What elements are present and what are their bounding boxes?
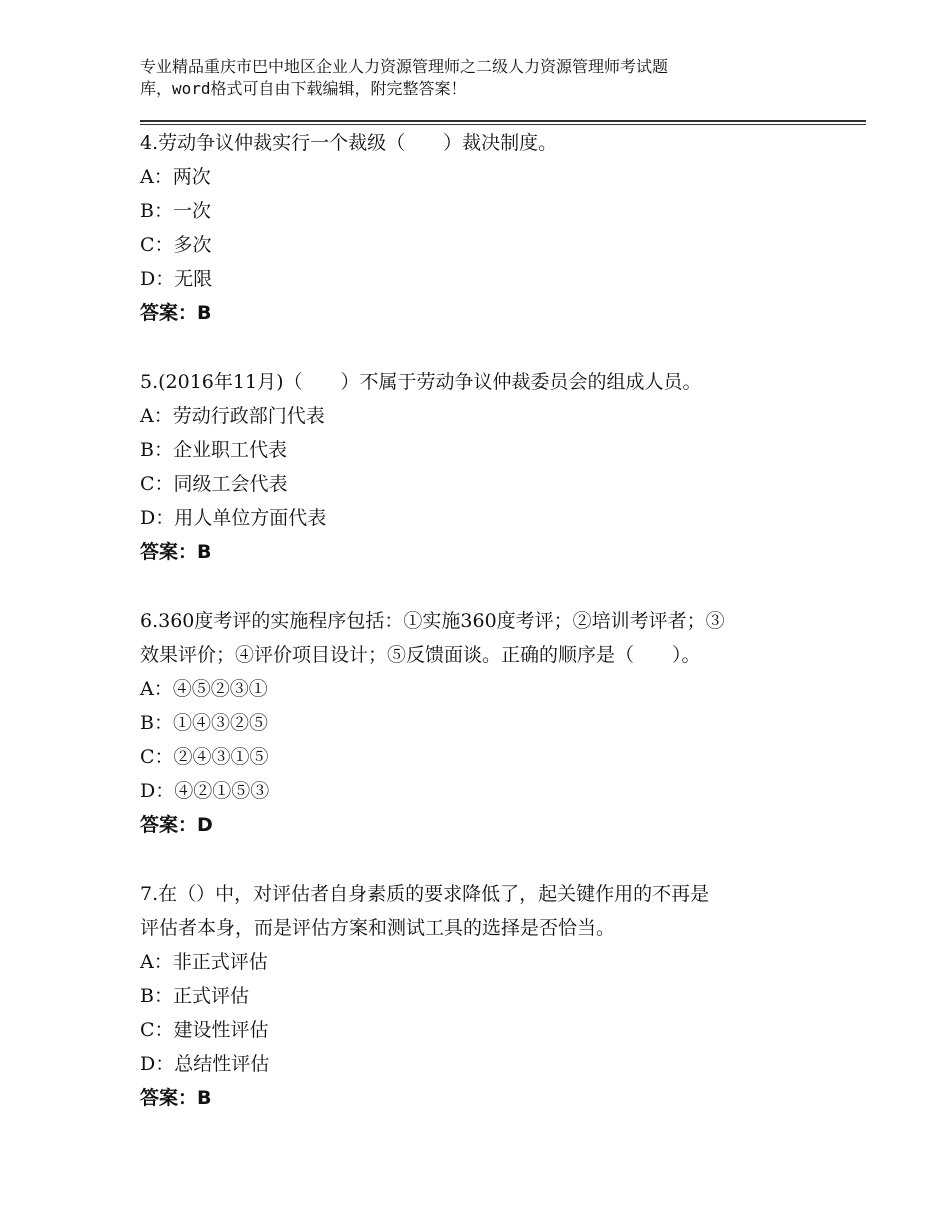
option-a: A：劳动行政部门代表 bbox=[140, 405, 325, 427]
option-d: D：无限 bbox=[140, 268, 213, 290]
option-d: D：④②①⑤③ bbox=[140, 780, 270, 802]
option-b: B：正式评估 bbox=[140, 985, 249, 1007]
question-block bbox=[140, 126, 840, 330]
option-b: B：①④③②⑤ bbox=[140, 712, 268, 734]
question-stem: 5.(2016年11月)（ ）不属于劳动争议仲裁委员会的组成人员。 bbox=[140, 371, 702, 393]
answer-line: 答案：B bbox=[140, 1087, 212, 1109]
document-header bbox=[140, 56, 840, 100]
question-block bbox=[140, 604, 840, 842]
question-stem-continued: 效果评价；④评价项目设计；⑤反馈面谈。正确的顺序是（ ）。 bbox=[140, 644, 701, 666]
answer-line: 答案：B bbox=[140, 302, 212, 324]
header-divider bbox=[140, 120, 866, 122]
question-block bbox=[140, 365, 840, 569]
option-c: C：建设性评估 bbox=[140, 1019, 269, 1041]
answer-line: 答案：B bbox=[140, 541, 212, 563]
question-stem: 7.在（）中，对评估者自身素质的要求降低了，起关键作用的不再是 bbox=[140, 883, 710, 905]
question-block bbox=[140, 877, 840, 1115]
question-stem: 6.360度考评的实施程序包括：①实施360度考评；②培训考评者；③ bbox=[140, 610, 725, 632]
option-a: A：两次 bbox=[140, 166, 211, 188]
header-divider-thin bbox=[140, 124, 866, 125]
option-d: D：总结性评估 bbox=[140, 1053, 270, 1075]
answer-line: 答案：D bbox=[140, 814, 213, 836]
option-b: B：企业职工代表 bbox=[140, 439, 287, 461]
option-c: C：多次 bbox=[140, 234, 212, 256]
option-a: A：非正式评估 bbox=[140, 951, 268, 973]
question-stem: 4.劳动争议仲裁实行一个裁级（ ）裁决制度。 bbox=[140, 132, 558, 154]
header-line-2: 库，word格式可自由下载编辑，附完整答案！ bbox=[140, 79, 467, 98]
option-c: C：②④③①⑤ bbox=[140, 746, 269, 768]
option-b: B：一次 bbox=[140, 200, 211, 222]
option-d: D：用人单位方面代表 bbox=[140, 507, 327, 529]
header-line-1: 专业精品重庆市巴中地区企业人力资源管理师之二级人力资源管理师考试题 bbox=[140, 57, 669, 76]
question-stem-continued: 评估者本身，而是评估方案和测试工具的选择是否恰当。 bbox=[140, 917, 616, 939]
option-a: A：④⑤②③① bbox=[140, 678, 268, 700]
option-c: C：同级工会代表 bbox=[140, 473, 288, 495]
